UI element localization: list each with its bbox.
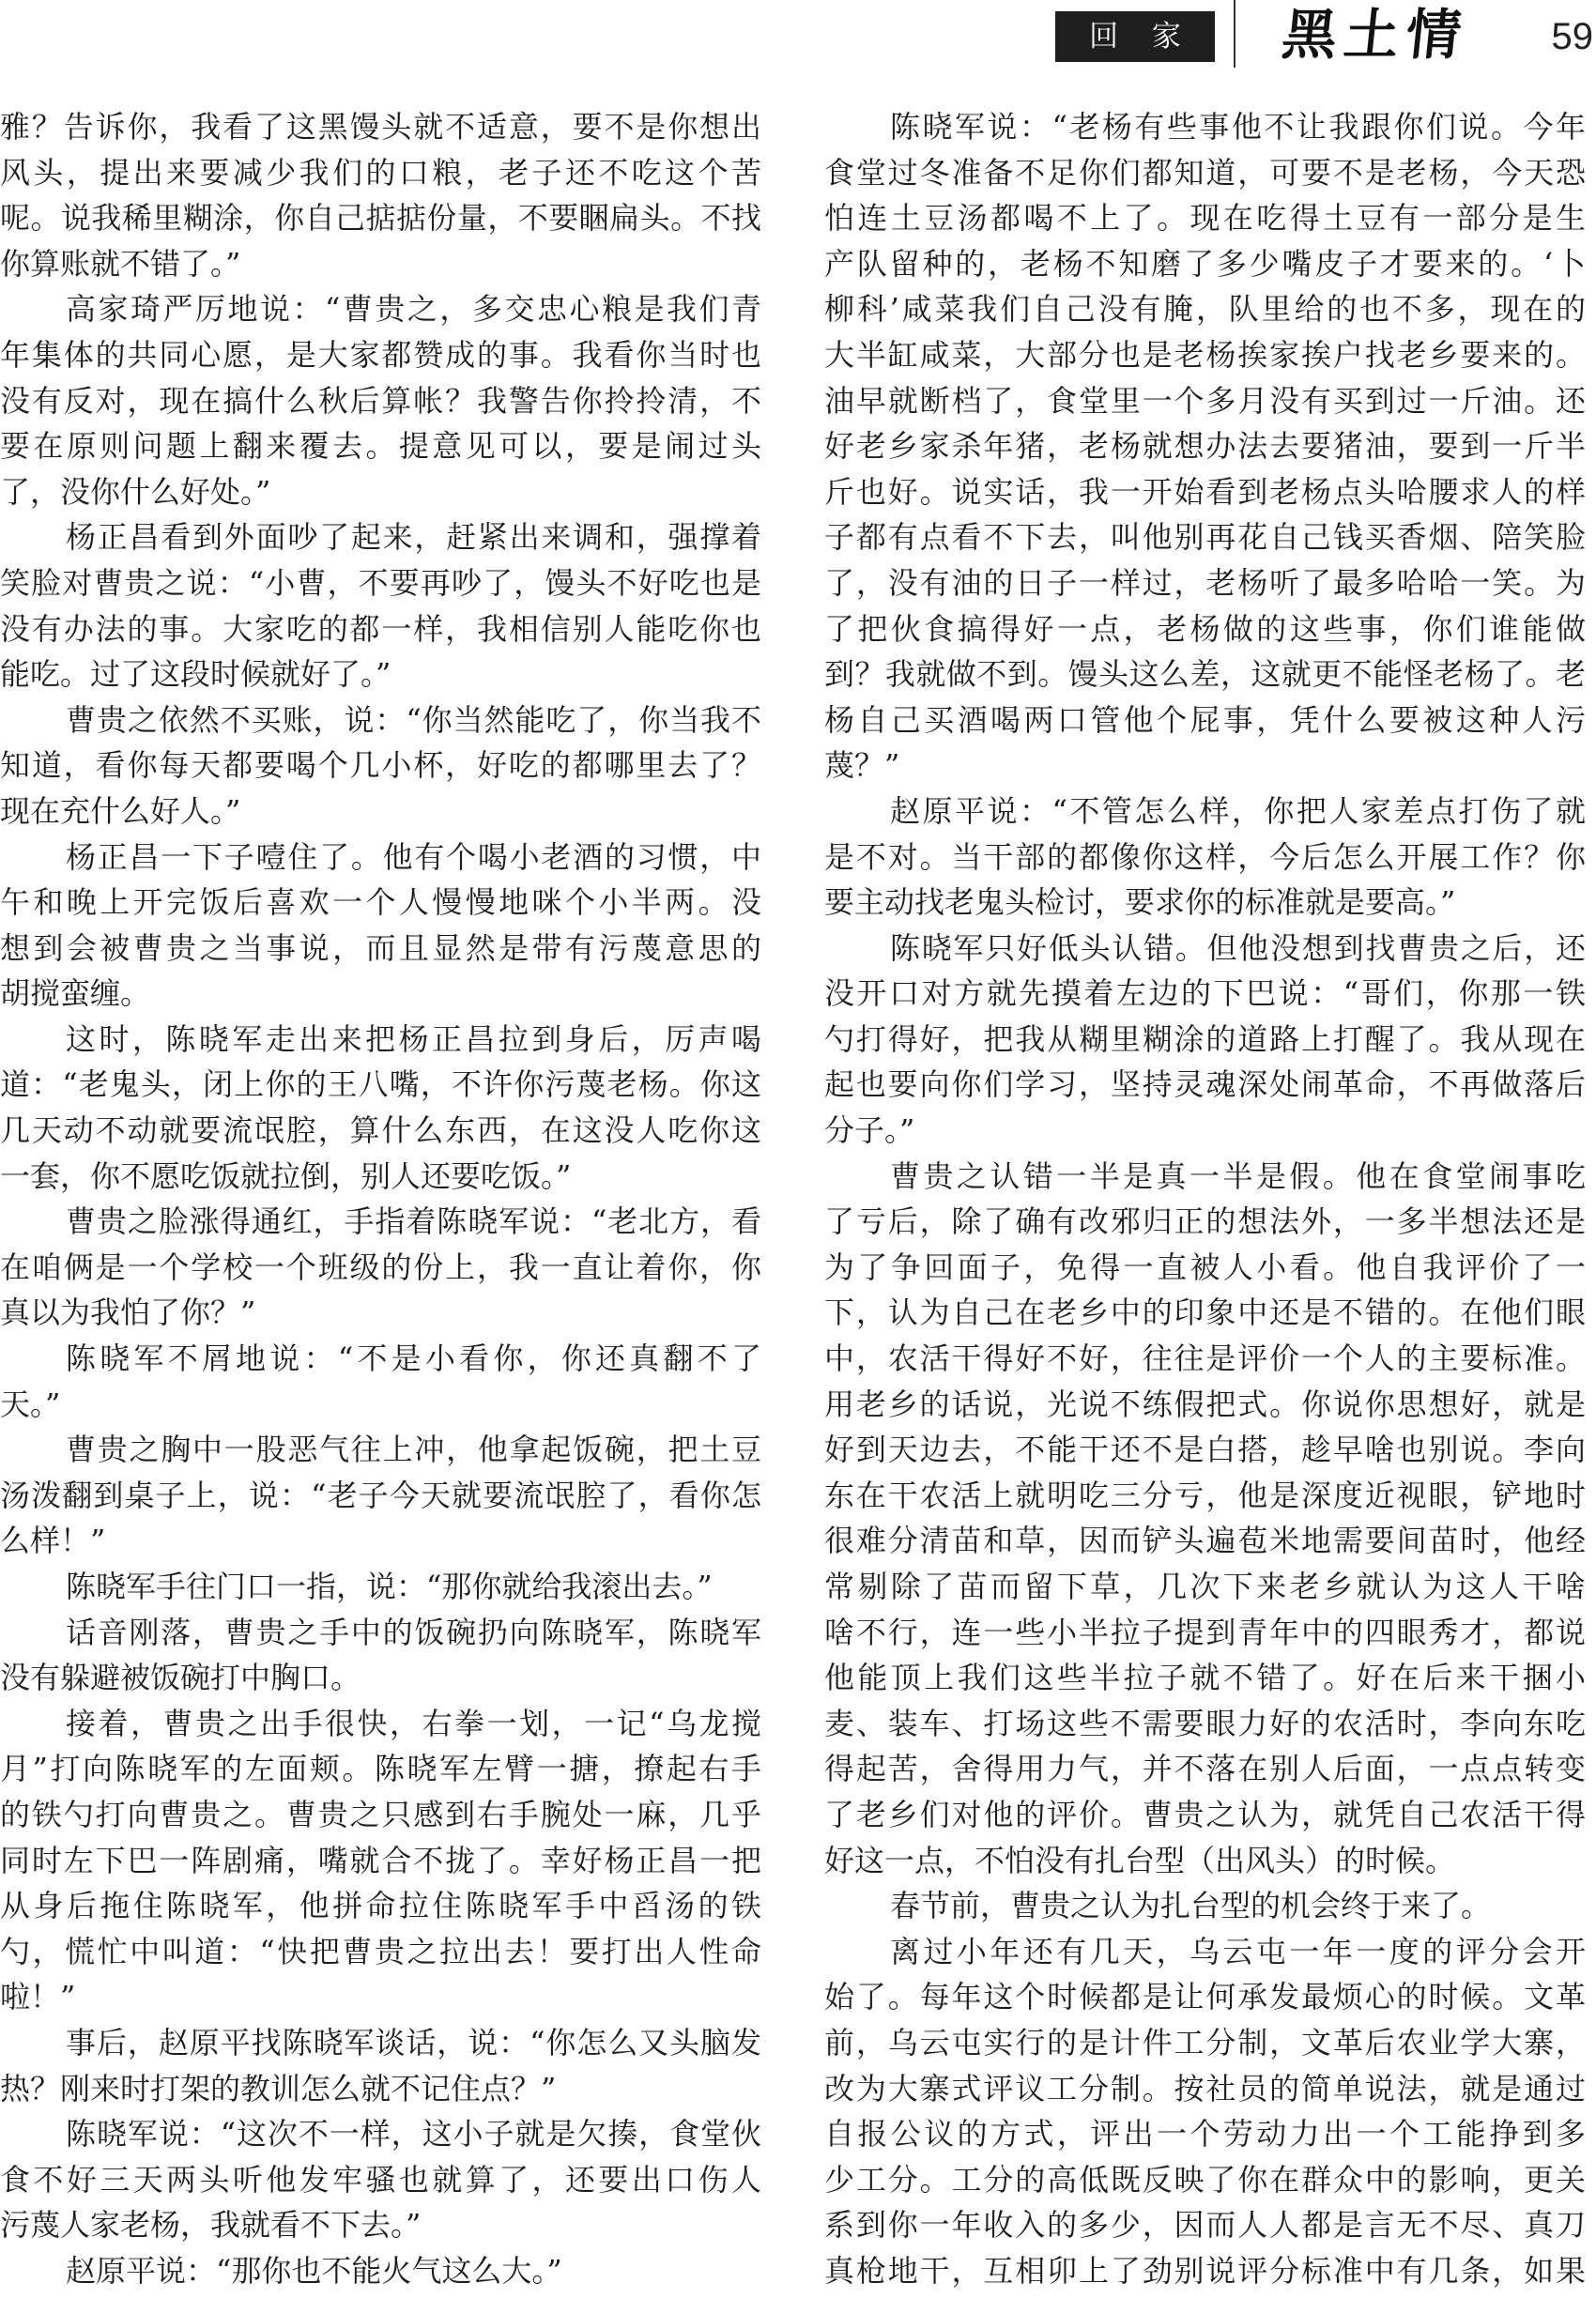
text-line: 汤泼翻到桌子上，说：“老子今天就要流氓腔了，看你怎: [0, 1477, 761, 1513]
text-line: 产队留种的，老杨不知磨了多少嘴皮子才要来的。‘卜: [824, 245, 1586, 282]
text-line: 要主动找老鬼头检讨，要求你的标准就是要高。”: [824, 884, 1456, 921]
text-line: 春节前，曹贵之认为扎台型的机会终于来了。: [890, 1888, 1492, 1924]
text-line: 真以为我怕了你？”: [0, 1295, 256, 1331]
text-line: 道：“老鬼头，闭上你的王八嘴，不许你污蔑老杨。你这: [0, 1066, 761, 1103]
text-line: 几天动不动就要流氓腔，算什么东西，在这没人吃你这: [0, 1112, 761, 1149]
text-line: 风头，提出来要减少我们的口粮，老子还不吃这个苦: [0, 154, 761, 191]
text-line: 是不对。当干部的都像你这样，今后怎么开展工作？你: [824, 838, 1586, 875]
text-line: 没有办法的事。大家吃的都一样，我相信别人能吃你也: [0, 610, 761, 647]
text-line: 了把伙食搞得好一点，老杨做的这些事，你们谁能做: [824, 610, 1586, 647]
text-line: 杨正昌看到外面吵了起来，赶紧出来调和，强撑着: [66, 519, 761, 556]
text-line: 下，认为自己在老乡中的印象中还是不错的。在他们眼: [824, 1295, 1586, 1331]
text-line: 食堂过冬准备不足你们都知道，可要不是老杨，今天恐: [824, 154, 1586, 191]
section-label: 回 家: [1055, 11, 1215, 62]
header-divider: [1234, 0, 1235, 68]
left-column: [0, 104, 761, 2294]
text-line: 能吃。过了这段时候就好了。”: [0, 656, 391, 693]
text-line: 要在原则问题上翻来覆去。提意见可以，要是闹过头: [0, 428, 761, 465]
paragraph: [0, 2248, 761, 2294]
text-line: 起也要向你们学习，坚持灵魂深处闹革命，不再做落后: [824, 1066, 1586, 1103]
page-number: 59: [1551, 16, 1593, 57]
text-line: 想到会被曹贵之当事说，而且显然是带有污蔑意思的: [0, 929, 761, 966]
text-line: 改为大寨式评议工分制。按社员的简单说法，就是通过: [824, 2070, 1586, 2106]
text-line: 知道，看你每天都要喝个几小杯，好吃的都哪里去了？: [0, 747, 761, 784]
text-line: 的铁勺打向曹贵之。曹贵之只感到右手腕处一麻，几乎: [0, 1796, 761, 1832]
text-line: 离过小年还有几天，乌云屯一年一度的评分会开: [890, 1933, 1586, 1969]
text-line: 常剔除了苗而留下草，几次下来老乡就认为这人干啥: [824, 1569, 1586, 1604]
text-line: 用老乡的话说，光说不练假把式。你说你思想好，就是: [824, 1386, 1586, 1422]
text-line: 啥不行，连一些小半拉子提到青年中的四眼秀才，都说: [824, 1614, 1586, 1650]
text-line: 前，乌云屯实行的是计件工分制，文革后农业学大寨，: [824, 2024, 1586, 2061]
paragraph: [824, 104, 1586, 789]
text-line: 现在充什么好人。”: [0, 792, 241, 829]
text-line: 杨自己买酒喝两口管他个屁事，凭什么要被这种人污: [824, 701, 1586, 738]
text-line: 陈晓军只好低头认错。但他没想到找曹贵之后，还: [890, 929, 1586, 966]
text-line: 陈晓军说：“这次不一样，这小子就是欠揍，食堂伙: [66, 2116, 761, 2152]
paragraph: [0, 1427, 761, 1564]
text-line: 热？刚来时打架的教训怎么就不记住点？”: [0, 2070, 557, 2106]
paragraph: [0, 514, 761, 697]
paragraph: [0, 1017, 761, 1199]
text-line: 曹贵之依然不买账，说：“你当然能吃了，你当我不: [66, 701, 761, 738]
text-line: 雅？告诉你，我看了这黑馒头就不适意，要不是你想出: [0, 109, 761, 145]
text-line: 好到天边去，不能干还不是白搭，趁早啥也别说。李向: [824, 1432, 1586, 1468]
paragraph: [0, 1564, 761, 1610]
text-line: 食不好三天两头听他发牢骚也就算了，还要出口伤人: [0, 2161, 761, 2198]
paragraph: [824, 1883, 1586, 1929]
text-line: 子都有点看不下去，叫他别再花自己钱买香烟、陪笑脸: [824, 519, 1586, 556]
text-line: 没有反对，现在搞什么秋后算帐？我警告你拎拎清，不: [0, 382, 761, 419]
text-line: 蔑？”: [824, 747, 900, 784]
paragraph: [0, 835, 761, 1017]
text-line: 了亏后，除了确有改邪归正的想法外，一多半想法还是: [824, 1203, 1586, 1240]
paragraph: [0, 2020, 761, 2111]
text-line: 曹贵之胸中一股恶气往上冲，他拿起饭碗，把土豆: [66, 1432, 761, 1468]
text-line: 胡搅蛮缠。: [0, 975, 151, 1012]
text-line: 事后，赵原平找陈晓军谈话，说：“你怎么又头脑发: [66, 2024, 761, 2061]
text-line: 麦、装车、打场这些不需要眼力好的农活时，李向东吃: [824, 1705, 1586, 1741]
paragraph: [0, 104, 761, 286]
text-line: 柳科’咸菜我们自己没有腌，队里给的也不多，现在的: [824, 291, 1586, 328]
text-line: 你算账就不错了。”: [0, 245, 241, 282]
text-line: 系到你一年收入的多少，因而人人都是言无不尽、真刀: [824, 2207, 1586, 2244]
text-line: 同时左下巴一阵剧痛，嘴就合不拢了。幸好杨正昌一把: [0, 1842, 761, 1878]
text-line: 这时，陈晓军走出来把杨正昌拉到身后，厉声喝: [66, 1020, 761, 1057]
text-line: 杨正昌一下子噎住了。他有个喝小老酒的习惯，中: [66, 838, 761, 875]
paragraph: [0, 1199, 761, 1336]
text-line: 天。”: [0, 1386, 61, 1422]
text-line: 很难分清苗和草，因而铲头遍苞米地需要间苗时，他经: [824, 1523, 1586, 1559]
paragraph: [0, 1336, 761, 1427]
text-line: 好这一点，不怕没有扎台型（出风头）的时候。: [824, 1842, 1456, 1878]
text-line: 了老乡们对他的评价。曹贵之认为，就凭自己农活干得: [824, 1796, 1586, 1832]
text-line: 污蔑人家老杨，我就看不下去。”: [0, 2207, 422, 2244]
text-line: 到？我就做不到。馒头这么差，这就更不能怪老杨了。老: [824, 656, 1586, 693]
text-line: 一套，你不愿吃饭就拉倒，别人还要吃饭。”: [0, 1157, 572, 1194]
paragraph: [824, 1154, 1586, 1884]
text-line: 啦！”: [0, 1979, 76, 2015]
text-line: 月”打向陈晓军的左面颊。陈晓军左臂一搪，撩起右手: [0, 1751, 761, 1787]
text-line: 斤也好。说实话，我一开始看到老杨点头哈腰求人的样: [824, 473, 1586, 510]
paragraph: [824, 926, 1586, 1154]
paragraph: [824, 1929, 1586, 2294]
text-line: 陈晓军手往门口一指，说：“那你就给我滚出去。”: [66, 1569, 713, 1604]
text-line: 在咱俩是一个学校一个班级的份上，我一直让着你，你: [0, 1249, 761, 1285]
text-line: 么样！”: [0, 1523, 106, 1559]
magazine-logo: 黑土情: [1279, 3, 1472, 67]
text-line: 接着，曹贵之出手很快，右拳一划，一记“乌龙搅: [66, 1705, 761, 1741]
text-line: 自报公议的方式，评出一个劳动力出一个工能挣到多: [824, 2116, 1586, 2152]
text-line: 大半缸咸菜，大部分也是老杨挨家挨户找老乡要来的。: [824, 336, 1586, 373]
text-line: 没开口对方就先摸着左边的下巴说：“哥们，你那一铁: [824, 975, 1586, 1012]
text-line: 东在干农活上就明吃三分亏，他是深度近视眼，铲地时: [824, 1477, 1586, 1513]
paragraph: [0, 1610, 761, 1701]
text-line: 陈晓军不屑地说：“不是小看你，你还真翻不了: [66, 1340, 761, 1377]
paragraph: [0, 697, 761, 835]
text-line: 笑脸对曹贵之说：“小曹，不要再吵了，馒头不好吃也是: [0, 564, 761, 601]
text-line: 中，农活干得好不好，往往是评价一个人的主要标准。: [824, 1340, 1586, 1377]
paragraph: [824, 789, 1586, 926]
text-line: 没有躲避被饭碗打中胸口。: [0, 1660, 361, 1696]
paragraph: [0, 2111, 761, 2248]
paragraph: [0, 1701, 761, 2020]
text-line: 曹贵之认错一半是真一半是假。他在食堂闹事吃: [890, 1157, 1586, 1194]
text-line: 分子。”: [824, 1112, 915, 1149]
text-line: 勺打得好，把我从糊里糊涂的道路上打醒了。我从现在: [824, 1020, 1586, 1057]
text-line: 曹贵之脸涨得通红，手指着陈晓军说：“老北方，看: [66, 1203, 761, 1240]
text-line: 真枪地干，互相卯上了劲别说评分标准中有几条，如果: [824, 2252, 1586, 2289]
text-line: 赵原平说：“不管怎么样，你把人家差点打伤了就: [890, 792, 1586, 829]
text-line: 赵原平说：“那你也不能火气这么大。”: [66, 2252, 562, 2289]
text-line: 少工分。工分的高低既反映了你在群众中的影响，更关: [824, 2161, 1586, 2198]
text-line: 油早就断档了，食堂里一个多月没有买到过一斤油。还: [824, 382, 1586, 419]
text-line: 了，没你什么好处。”: [0, 473, 271, 510]
text-line: 好老乡家杀年猪，老杨就想办法去要猪油，要到一斤半: [824, 428, 1586, 465]
text-line: 怕连土豆汤都喝不上了。现在吃得土豆有一部分是生: [824, 200, 1586, 237]
text-line: 年集体的共同心愿，是大家都赞成的事。我看你当时也: [0, 336, 761, 373]
text-line: 高家琦严厉地说：“曹贵之，多交忠心粮是我们青: [66, 291, 761, 328]
text-line: 话音刚落，曹贵之手中的饭碗扔向陈晓军，陈晓军: [66, 1614, 761, 1650]
text-line: 陈晓军说：“老杨有些事他不让我跟你们说。今年: [890, 109, 1586, 145]
text-line: 得起苦，舍得用力气，并不落在别人后面，一点点转变: [824, 1751, 1586, 1787]
text-line: 从身后拖住陈晓军，他拼命拉住陈晓军手中舀汤的铁: [0, 1888, 761, 1924]
text-line: 呢。说我稀里糊涂，你自己掂掂份量，不要睏扁头。不找: [0, 200, 761, 237]
text-line: 他能顶上我们这些半拉子就不错了。好在后来干捆小: [824, 1660, 1586, 1696]
right-column: [824, 104, 1586, 2294]
text-line: 了，没有油的日子一样过，老杨听了最多哈哈一笑。为: [824, 564, 1586, 601]
paragraph: [0, 286, 761, 514]
text-line: 勺，慌忙中叫道：“快把曹贵之拉出去！要打出人性命: [0, 1933, 761, 1969]
text-line: 午和晚上开完饭后喜欢一个人慢慢地咪个小半两。没: [0, 884, 761, 921]
text-line: 为了争回面子，免得一直被人小看。他自我评价了一: [824, 1249, 1586, 1285]
text-line: 始了。每年这个时候都是让何承发最烦心的时候。文革: [824, 1979, 1586, 2015]
